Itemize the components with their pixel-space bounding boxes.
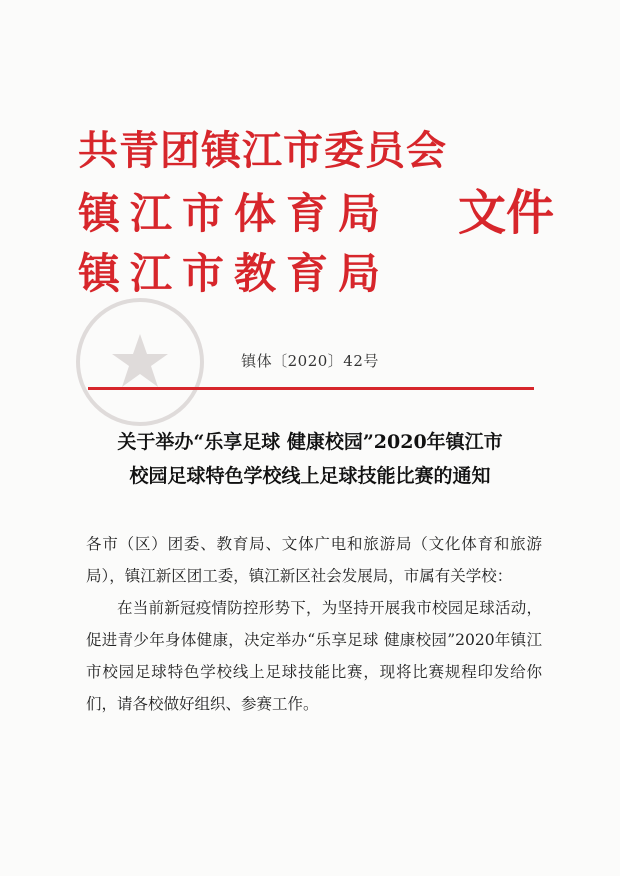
document-number: 镇体〔2020〕42号 — [241, 352, 379, 370]
red-divider — [88, 387, 534, 390]
org-name-1: 共青团镇江市委员会 — [78, 127, 447, 174]
org-name-3: 镇江市教育局 — [78, 249, 391, 298]
body-paragraph: 在当前新冠疫情防控形势下，为坚持开展我市校园足球活动，促进青少年身体健康，决定举办“乐享足球 健康校园”2020年镇江市校园足球特色学校线上足球技能比赛，现将比赛规程印发给你们，请各校做好组织、参赛工作。 — [86, 599, 542, 713]
org-name-2: 镇江市体育局 — [78, 189, 391, 238]
title-line-1: 关于举办“乐享足球 健康校园”2020年镇江市 — [117, 431, 503, 453]
document-title — [60, 425, 560, 493]
document-label: 文件 — [458, 185, 555, 241]
salutation: 各市（区）团委、教育局、文体广电和旅游局（文化体育和旅游局），镇江新区团工委，镇江新区社会发展局，市属有关学校： — [86, 535, 542, 585]
document-body — [86, 528, 542, 720]
title-line-2: 校园足球特色学校线上足球技能比赛的通知 — [129, 465, 491, 487]
